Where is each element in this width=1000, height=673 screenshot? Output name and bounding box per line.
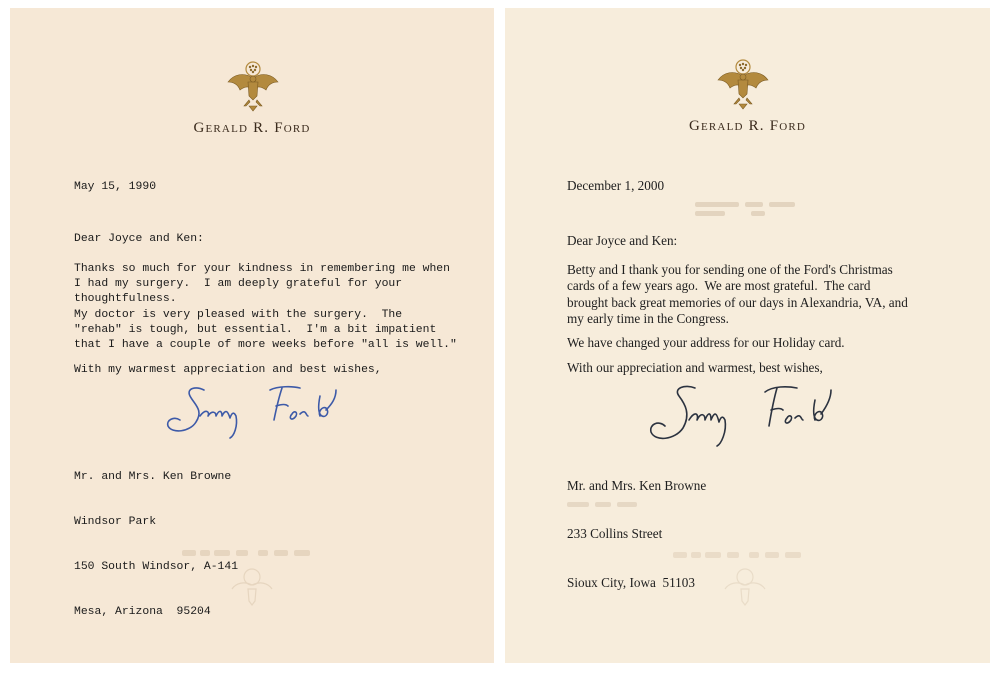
letter-2000 [505, 8, 990, 663]
faint-stamp-mark [695, 200, 805, 226]
address-line-1: Mr. and Mrs. Ken Browne [74, 471, 232, 483]
show-through-text-mark [182, 546, 322, 560]
address-line-3: Sioux City, Iowa 51103 [567, 575, 695, 591]
body-paragraph-2: We have changed your address for our Holiday card. [567, 335, 845, 350]
address-line-3: 150 South Windsor, A-141 [74, 561, 239, 573]
show-through-text-mark [673, 548, 813, 562]
closing: With our appreciation and warmest, best wishes, [567, 360, 823, 375]
body-paragraph-1: Betty and I thank you for sending one of the Ford's Christmas cards of a few years ago. We are most grateful. The card brought back great memories of our days in Alexandria, VA, and my early time in the Congress. [567, 262, 908, 326]
show-through-crest-icon [721, 563, 769, 615]
address-line-1: Mr. and Mrs. Ken Browne [567, 477, 707, 493]
recipient-address [567, 445, 706, 624]
address-line-2: Windsor Park [74, 516, 157, 528]
body-paragraph-2: My doctor is very pleased with the surgery. The "rehab" is tough, but essential. I'm a bit impatient that I have a couple of more weeks before "all is well." [74, 309, 457, 351]
letter-date: May 15, 1990 [74, 181, 157, 193]
address-line-2: 233 Collins Street [567, 526, 663, 542]
presidential-eagle-crest-icon [226, 60, 280, 112]
salutation: Dear Joyce and Ken: [74, 233, 204, 245]
letterhead-name: Gerald R. Ford [688, 118, 807, 134]
salutation: Dear Joyce and Ken: [567, 233, 678, 248]
faint-stamp-mark [567, 500, 647, 510]
body-paragraph-1: Thanks so much for your kindness in remembering me when I had my surgery. I am deeply grateful for your thoughtfulness. [74, 263, 450, 305]
presidential-eagle-crest-icon [716, 58, 770, 110]
closing: With my warmest appreciation and best wishes, [74, 364, 382, 376]
letterhead-name: Gerald R. Ford [193, 120, 311, 136]
show-through-crest-icon [228, 563, 276, 611]
handwritten-signature [160, 376, 360, 448]
recipient-address [74, 440, 238, 650]
letter-1990 [10, 8, 494, 663]
address-line-4: Mesa, Arizona 95204 [74, 606, 211, 618]
letter-date: December 1, 2000 [567, 178, 665, 193]
